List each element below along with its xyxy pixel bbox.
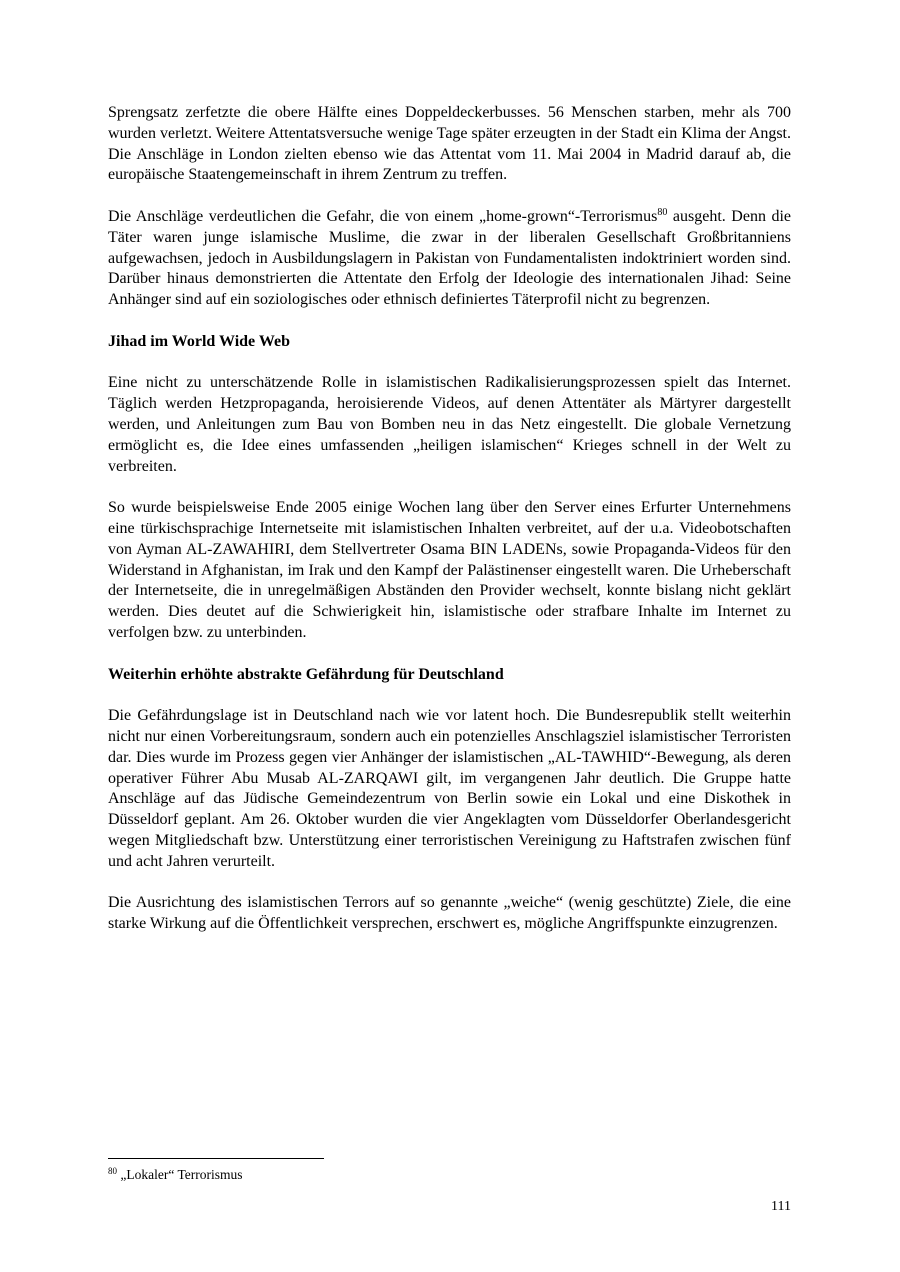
paragraph-erfurt-server: So wurde beispielsweise Ende 2005 einige Wochen lang über den Server eines Erfurter Unternehmens eine türkischsprachige Internetseite mit islamistischen Inhalten verbreitet, auf der u.a. Videobotschaften von Ayman AL-ZAWAHIRI, dem Stellvertreter Osama BIN LADENs, sowie Propaganda-Videos für den Widerstand in Afghanistan, im Irak und den Kampf der Palästinenser eingestellt waren. Die Urheberschaft der Internetseite, die in unregelmäßigen Abständen den Provider wechselt, konnte bislang nicht geklärt werden. Dies deutet auf die Schwierigkeit hin, islamistische oder strafbare Inhalte im Internet zu verfolgen bzw. zu unterbinden. — [108, 499, 791, 641]
body-text — [108, 103, 791, 956]
footnote-reference: 80 — [657, 206, 668, 218]
footnote-separator — [108, 1158, 324, 1159]
section-heading-threat-germany: Weiterhin erhöhte abstrakte Gefährdung für Deutschland — [108, 665, 504, 683]
paragraph-home-grown-terrorism — [108, 207, 791, 311]
section-heading-jihad-web: Jihad im World Wide Web — [108, 332, 290, 350]
paragraph-text: Die Anschläge verdeutlichen die Gefahr, die von einem „home-grown“-Terrorismus — [108, 207, 658, 225]
footnote-text: „Lokaler“ Terrorismus — [117, 1167, 243, 1182]
page-number: 111 — [771, 1199, 791, 1214]
paragraph-internet-role: Eine nicht zu unterschätzende Rolle in islamistischen Radikalisierungsprozessen spielt das Internet. Täglich werden Hetzpropaganda, heroisierende Videos, auf denen Attentäter als Märtyrer dargestellt werden, und Anleitungen zum Bau von Bomben neu in das Netz eingestellt. Die globale Vernetzung ermöglicht es, die Idee eines umfassenden „heiligen islamischen“ Krieges schnell in der Welt zu verbreiten. — [108, 374, 791, 475]
footnote — [108, 1166, 791, 1184]
paragraph-soft-targets: Die Ausrichtung des islamistischen Terrors auf so genannte „weiche“ (wenig geschützte) Ziele, die eine starke Wirkung auf die Öffentlichkeit versprechen, erschwert es, mögliche Angriffspunkte einzugrenzen. — [108, 894, 791, 933]
paragraph-london-attacks: Sprengsatz zerfetzte die obere Hälfte eines Doppeldeckerbusses. 56 Menschen starben, mehr als 700 wurden verletzt. Weitere Attentatsversuche wenige Tage später erzeugten in der Stadt ein Klima der Angst. Die Anschläge in London zielten ebenso wie das Attentat vom 11. Mai 2004 in Madrid darauf ab, die europäische Staatengemeinschaft in ihrem Zentrum zu treffen. — [108, 104, 791, 184]
footnote-number: 80 — [108, 1166, 117, 1176]
paragraph-text: ausgeht. Denn die Täter waren junge islamische Muslime, die zwar in der liberalen Gesellschaft Großbritanniens aufgewachsen, jedoch in Ausbildungslagern in Pakistan von Fundamentalisten indoktriniert worden sind. Darüber hinaus demonstrierten die Attentate den Erfolg der Ideologie des internationalen Jihad: Seine Anhänger sind auf ein soziologisches oder ethnisch definiertes Täterprofil nicht zu begrenzen. — [108, 207, 792, 309]
paragraph-threat-level: Die Gefährdungslage ist in Deutschland nach wie vor latent hoch. Die Bundesrepublik stellt weiterhin nicht nur einen Vorbereitungsraum, sondern auch ein potenzielles Anschlagsziel islamistischer Terroristen dar. Dies wurde im Prozess gegen vier Anhänger der islamistischen „AL-TAWHID“-Bewegung, als deren operativer Führer Abu Musab AL-ZARQAWI gilt, im vergangenen Jahr deutlich. Die Gruppe hatte Anschläge auf das Jüdische Gemeindezentrum von Berlin sowie ein Lokal und eine Diskothek in Düsseldorf geplant. Am 26. Oktober wurden die vier Angeklagten vom Düsseldorfer Oberlandesgericht wegen Mitgliedschaft bzw. Unterstützung einer terroristischen Vereinigung zu Haftstrafen zwischen fünf und acht Jahren verurteilt. — [108, 707, 791, 870]
